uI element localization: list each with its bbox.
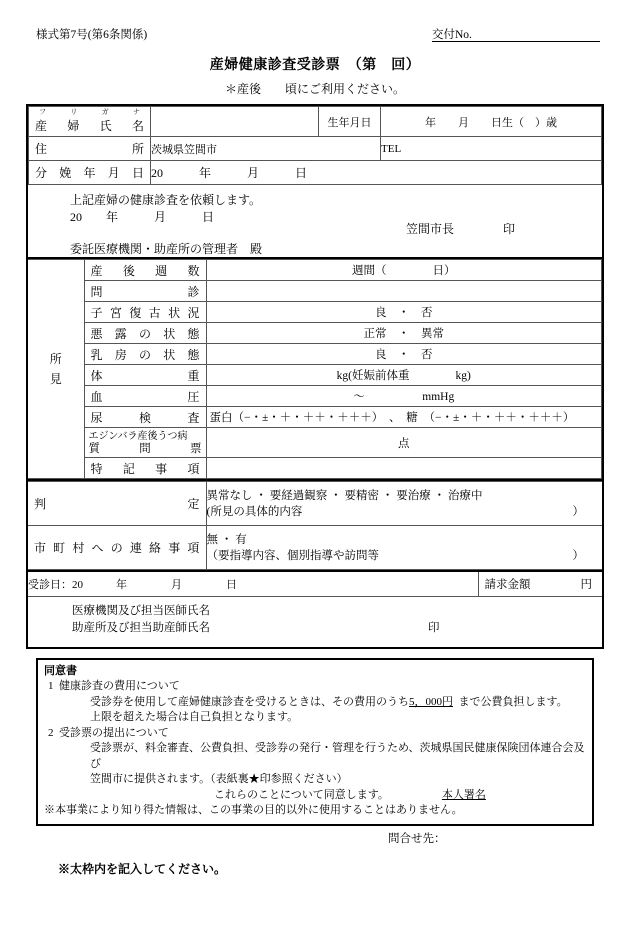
row-value-interview[interactable] (206, 281, 602, 302)
table-row (28, 281, 602, 302)
birthdate-input[interactable]: 年 月 日生（ ）歳 (381, 107, 602, 137)
row-value-breast[interactable]: 良 ・ 否 (206, 344, 602, 365)
contact-info: 問合せ先： (388, 832, 446, 845)
visit-date-input[interactable]: 受診日：20 年 月 日 (28, 572, 478, 596)
judgment-frame (26, 481, 604, 572)
issue-number-rule (432, 41, 600, 42)
table-row-delivery-date (29, 161, 602, 185)
consent-item-1-title: 1 健康診査の費用について (48, 680, 180, 692)
midwife-signature-line[interactable]: 助産所及び担当助産師氏名 (72, 621, 210, 634)
request-section (28, 185, 602, 257)
form-code: 様式第7号(第6条関係) (36, 29, 148, 41)
table-row-judgment (28, 482, 602, 526)
row-label-breast: 乳 房 の 状 態 (84, 344, 206, 365)
consent-box (36, 658, 594, 826)
table-row-municipal-contact (28, 526, 602, 570)
institution-signature-line[interactable]: 医療機関及び担当医師氏名 (72, 604, 210, 617)
visit-frame (26, 572, 604, 649)
judgment-options[interactable]: 異常なし ・ 要経過観察 ・ 要精密 ・ 要治療 ・ 治療中 (206, 489, 483, 502)
bold-frame-note: ※太枠内を記入してください。 (58, 861, 227, 876)
mayor-block (406, 221, 515, 238)
judgment-detail[interactable]: (所見の具体的内容 ） (206, 505, 584, 518)
request-date[interactable]: 20 年 月 日 (70, 210, 215, 224)
birthdate-label: 生年月日 (319, 107, 381, 137)
billing-label: 請求金額 (484, 578, 531, 591)
consent-item-1-body-c: 上限を超えた場合は自己負担となります。 (90, 711, 299, 723)
tel-label: TEL (381, 142, 402, 155)
findings-frame (26, 259, 604, 481)
table-row (28, 407, 602, 428)
row-value-postpartum-weeks[interactable]: 週間（ 日） (206, 260, 602, 281)
page-subtitle: ＊産後 頃にご利用ください。 (224, 82, 405, 96)
row-value-uterine-involution[interactable]: 良 ・ 否 (206, 302, 602, 323)
findings-table (28, 259, 602, 479)
row-label-lochia: 悪 露 の 状 態 (84, 323, 206, 344)
municipal-contact-body[interactable] (206, 526, 602, 570)
tel-cell[interactable] (381, 137, 602, 161)
furigana-label: フ リ ガ ナ (39, 108, 140, 116)
judgment-body[interactable] (206, 482, 602, 526)
consent-amount: 5，000円 (409, 695, 453, 708)
row-value-remarks[interactable] (206, 458, 602, 479)
row-label-blood-pressure: 血 圧 (84, 386, 206, 407)
consent-agree-line: これらのことについて同意します。 本人署名 (44, 788, 586, 804)
delivery-date-label: 分 娩 年 月 日 (35, 166, 144, 180)
page-title: 産婦健康診査受診票 （第 回） (209, 58, 421, 73)
identity-frame (26, 104, 604, 259)
row-label-interview: 問 診 (84, 281, 206, 302)
form-page (0, 26, 630, 929)
seal-icon-doctor: 印 (428, 621, 440, 634)
table-row (28, 365, 602, 386)
row-value-weight[interactable]: kg(妊娠前体重 kg) (206, 365, 602, 386)
personal-signature-field[interactable]: 本人署名 (441, 788, 486, 801)
row-label-remarks: 特 記 事 項 (84, 458, 206, 479)
municipal-contact-paren: ） (572, 549, 584, 562)
table-row (28, 386, 602, 407)
consent-item-2-body-b: 笠間市に提供されます。（表紙裏★印参照ください） (90, 773, 348, 785)
billing-cell[interactable] (478, 572, 602, 596)
row-value-edinburgh[interactable]: 点 (206, 428, 602, 458)
address-input[interactable]: 茨城県笠間市 (151, 137, 381, 161)
table-row (28, 428, 602, 458)
request-addressee: 委託医療機関・助産所の管理者 殿 (70, 242, 263, 256)
request-line-1: 上記産婦の健康診査を依頼します。 (70, 193, 262, 207)
header-row (0, 26, 630, 52)
visit-table (28, 572, 602, 597)
table-row (28, 458, 602, 479)
consent-heading: 同意書 (44, 664, 77, 677)
table-row-name (29, 107, 602, 137)
row-label-edinburgh: エジンバラ産後うつ病 質 問 票 (84, 428, 206, 458)
row-value-lochia[interactable]: 正常 ・ 異常 (206, 323, 602, 344)
table-row (28, 344, 602, 365)
consent-item-2-title: 2 受診票の提出について (48, 726, 169, 739)
consent-item-2-body-a: 受診票が、料金審査、公費負担、受診券の発行・管理を行うため、茨城県国民健康保険団体連合会及び (90, 742, 585, 770)
address-label-cell (29, 137, 151, 161)
consent-item-1-body-a: 受診券を使用して産婦健康診査を受けるときは、その費用のうち5，000円 まで公費負担します。 (90, 695, 568, 708)
municipal-contact-detail[interactable]: （要指導内容、個別指導や訪問等 ） (206, 549, 584, 562)
seal-icon: 印 (503, 222, 516, 236)
consent-privacy-note: ※本事業により知り得た情報は、この事業の目的以外に使用することはありません。 (44, 804, 463, 816)
municipal-contact-options[interactable]: 無 ・ 有 (206, 533, 247, 546)
row-value-urine-test[interactable]: 蛋白（−・±・＋・＋＋・＋＋＋） 、 糖 （−・±・＋・＋＋・＋＋＋） (206, 407, 602, 428)
billing-unit: 円 (580, 578, 592, 591)
mother-name-input[interactable] (151, 107, 319, 137)
issue-number-field[interactable] (432, 26, 472, 42)
row-label-uterine-involution: 子 宮 復 古 状 況 (84, 302, 206, 323)
delivery-date-label-cell (29, 161, 151, 185)
findings-section-label: 所 見 (28, 260, 84, 479)
name-label-cell (29, 107, 151, 137)
table-row-address (29, 137, 602, 161)
table-row (28, 302, 602, 323)
table-row (28, 323, 602, 344)
judgment-label: 判 定 (28, 482, 206, 526)
identity-table (28, 106, 602, 185)
table-row-visit-date (28, 572, 602, 596)
row-label-weight: 体 重 (84, 365, 206, 386)
signature-block (28, 597, 602, 647)
mother-name-label: 産 婦 氏 名 (35, 119, 144, 133)
municipal-contact-label: 市 町 村 へ の 連 絡 事 項 (28, 526, 206, 570)
address-label: 住 所 (35, 142, 144, 156)
judgment-paren: ） (572, 505, 584, 518)
mayor-title: 笠間市長 (406, 222, 455, 236)
edinburgh-label-line1: エジンバラ産後うつ病 (88, 430, 188, 442)
issue-number-label: 交付No. (432, 29, 472, 41)
row-value-blood-pressure[interactable]: 〜 mmHg (206, 386, 602, 407)
row-label-postpartum-weeks: 産 後 週 数 (84, 260, 206, 281)
row-label-urine-test: 尿 検 査 (84, 407, 206, 428)
table-row (28, 260, 602, 281)
delivery-date-input[interactable]: 20 年 月 日 (151, 161, 602, 185)
judgment-table (28, 481, 602, 570)
